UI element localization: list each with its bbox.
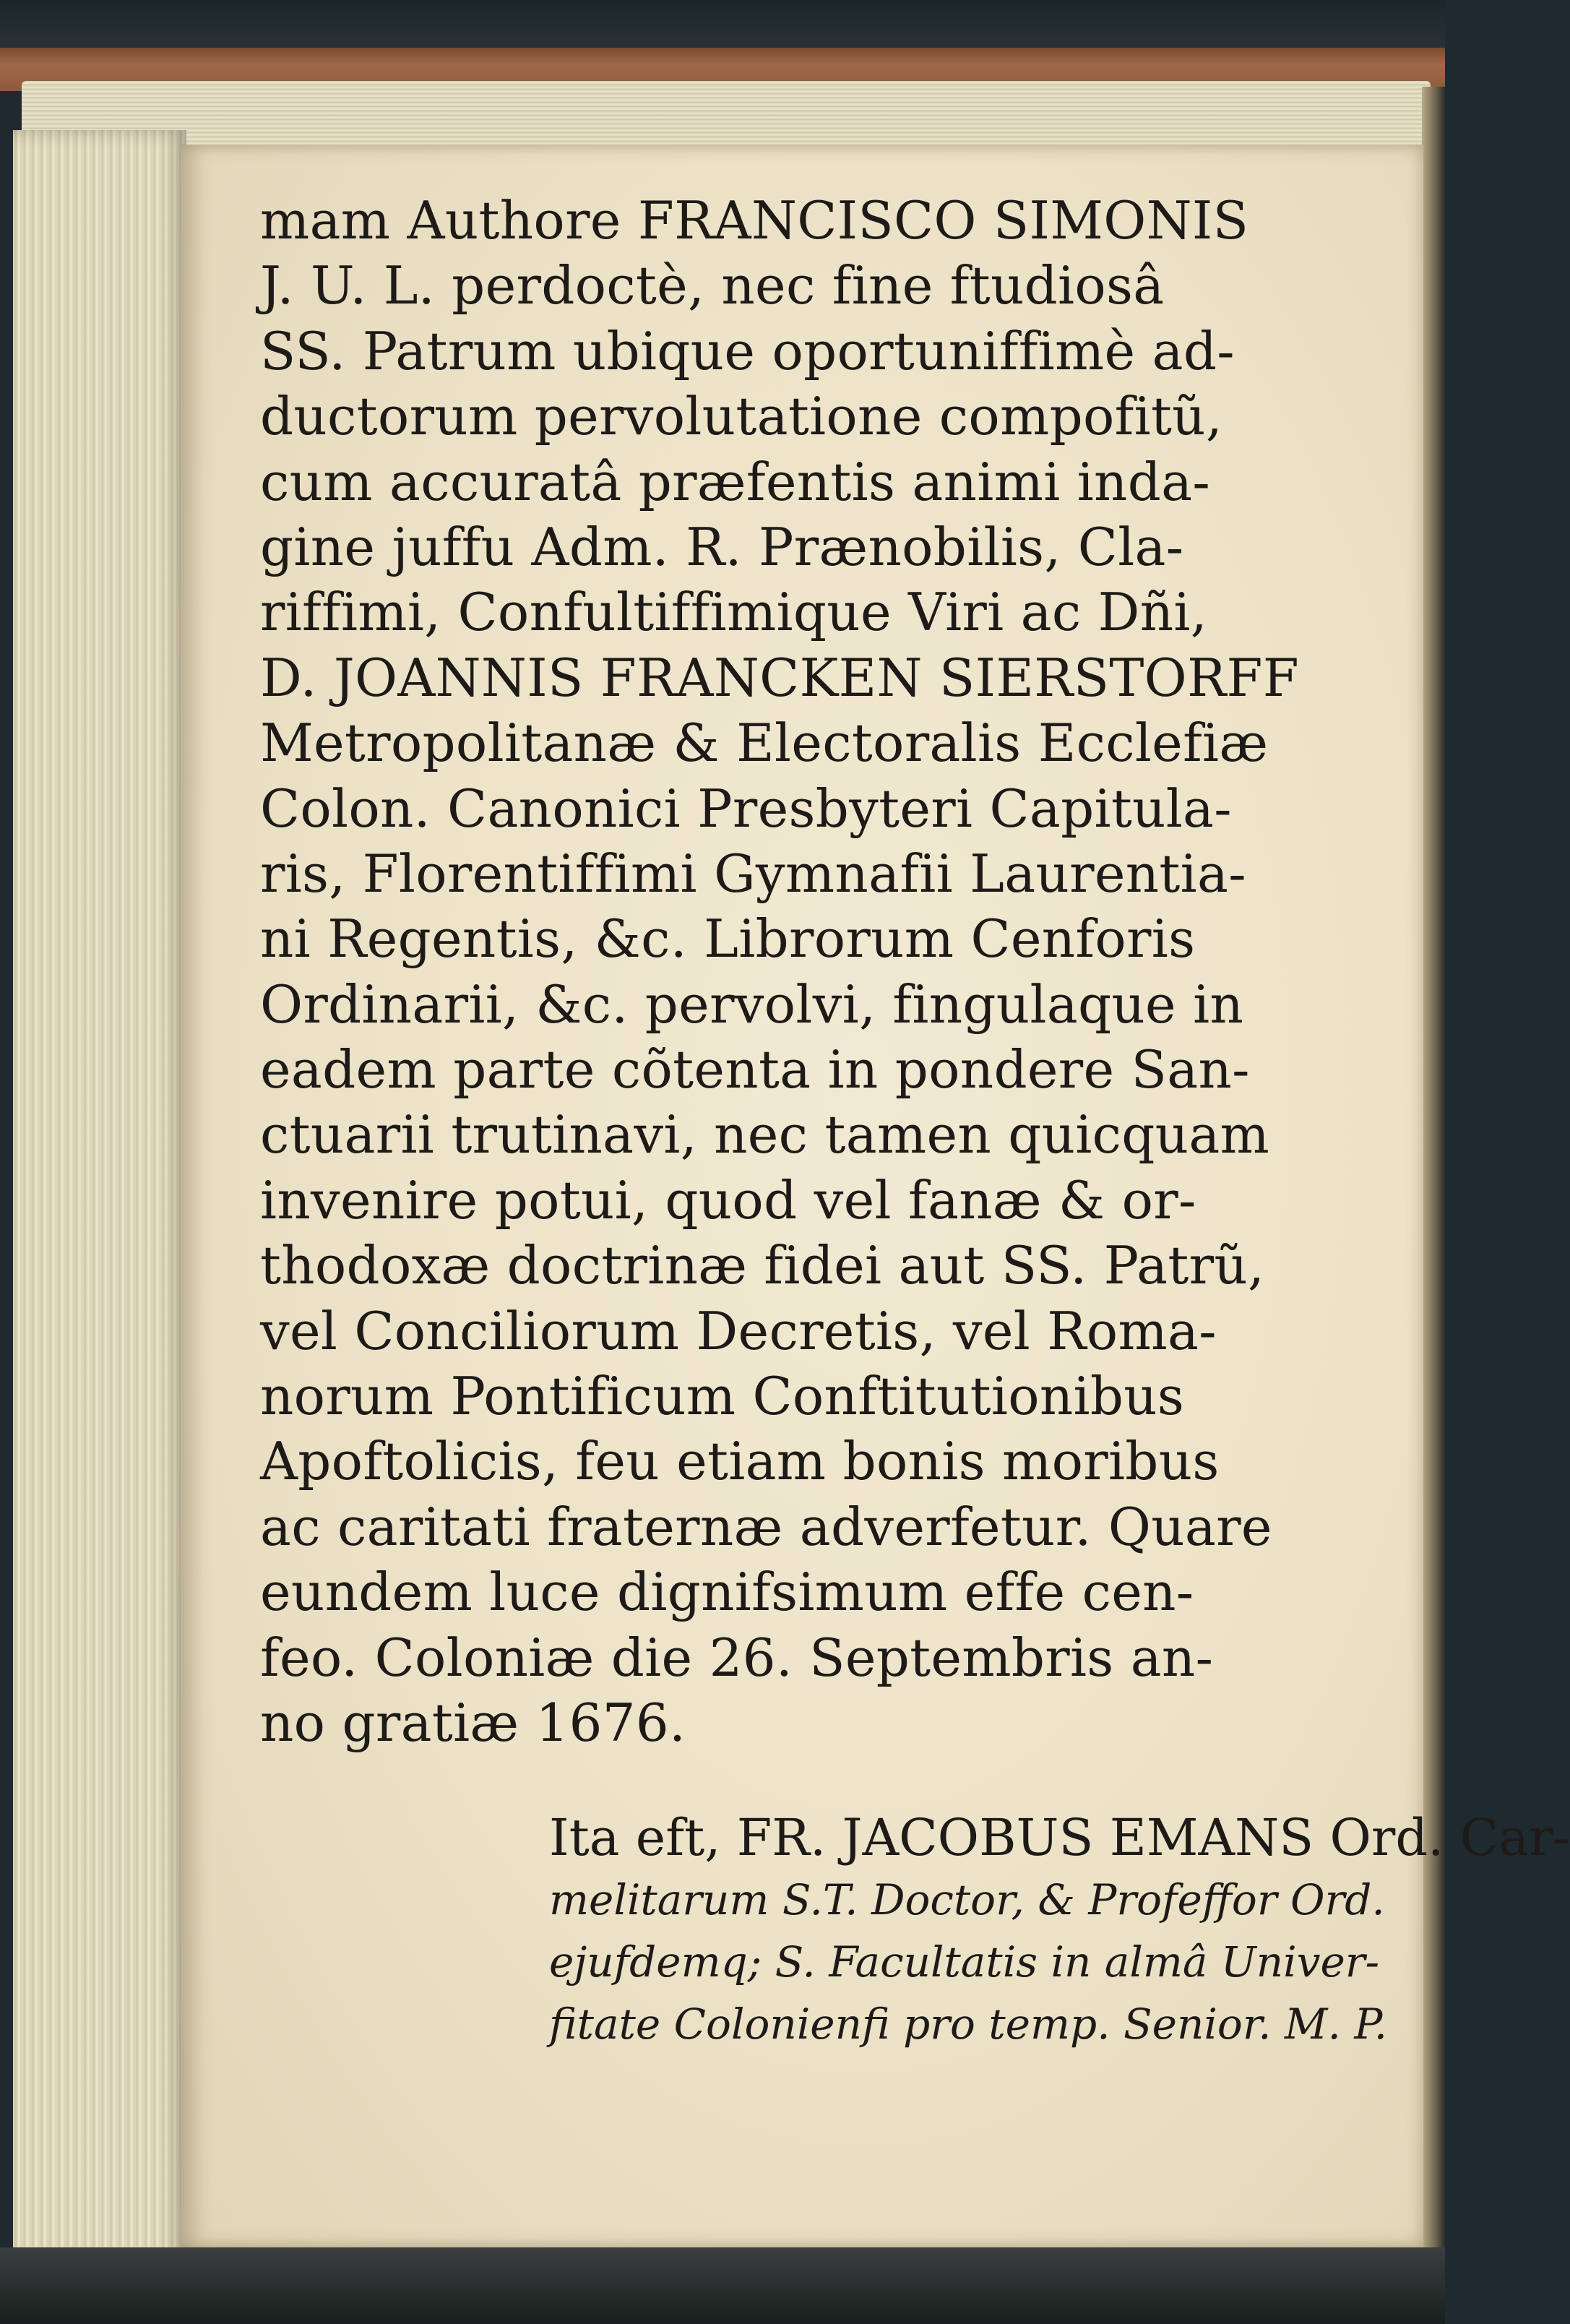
text-line: ris, Florentiffimi Gymnafii Laurentia- — [260, 843, 1246, 904]
approbation-text — [260, 188, 1380, 1755]
text-line: eadem parte cõtenta in pondere San- — [260, 1039, 1250, 1101]
text-line: Ordinarii, &c. pervolvi, fingulaque in — [260, 973, 1244, 1035]
text-line: D. JOANNIS FRANCKEN SIERSTORFF — [260, 647, 1299, 708]
text-line: no gratiæ 1676. — [260, 1692, 686, 1753]
text-line: Colon. Canonici Presbyteri Capitula- — [260, 778, 1232, 839]
text-line: cum accuratâ præfentis animi inda- — [260, 451, 1210, 512]
text-line: thodoxæ doctrinæ fidei aut SS. Patrũ, — [260, 1235, 1265, 1296]
text-line: mam Authore FRANCISCO SIMONIS — [260, 190, 1249, 251]
background-bottom — [0, 2247, 1445, 2324]
text-line: SS. Patrum ubique oportuniffimè ad- — [260, 320, 1235, 382]
text-line: ductorum pervolutatione compofitũ, — [260, 386, 1223, 447]
signature-line: fitate Colonienfi pro temp. Senior. M. P. — [549, 2000, 1388, 2049]
text-line: invenire potui, quod vel fanæ & or- — [260, 1169, 1196, 1231]
censor-signature — [217, 1807, 1570, 2055]
signature-line: melitarum S.T. Doctor, & Profeffor Ord. — [549, 1875, 1385, 1924]
text-line: J. U. L. perdoctè, nec fine ftudiosâ — [260, 255, 1165, 317]
text-line: ac caritati fraternæ adverfetur. Quare — [260, 1496, 1272, 1557]
text-line: gine juffu Adm. R. Prænobilis, Cla- — [260, 516, 1184, 577]
text-line: ctuarii trutinavi, nec tamen quicquam — [260, 1104, 1270, 1166]
signature-line: Ita eft, FR. JACOBUS EMANS Ord. Car- — [549, 1808, 1570, 1867]
text-line: norum Pontificum Conftitutionibus — [260, 1366, 1185, 1427]
text-line: feo. Coloniæ die 26. Septembris an- — [260, 1627, 1214, 1688]
signature-line: ejufdemq; S. Facultatis in almâ Univer- — [549, 1937, 1380, 1987]
page-stack-top-edge — [22, 81, 1431, 153]
text-line: ni Regentis, &c. Librorum Cenforis — [260, 908, 1196, 970]
text-line: Apoftolicis, feu etiam bonis moribus — [260, 1431, 1220, 1492]
text-line: vel Conciliorum Decretis, vel Roma- — [260, 1300, 1217, 1361]
text-line: riffimi, Confultiffimique Viri ac Dñi, — [260, 582, 1207, 643]
page-stack-left-edge — [13, 130, 186, 2269]
book-gutter-right — [1422, 87, 1445, 2255]
text-line: eundem luce dignifsimum effe cen- — [260, 1562, 1194, 1623]
text-line: Metropolitanæ & Electoralis Ecclefiæ — [260, 713, 1269, 774]
